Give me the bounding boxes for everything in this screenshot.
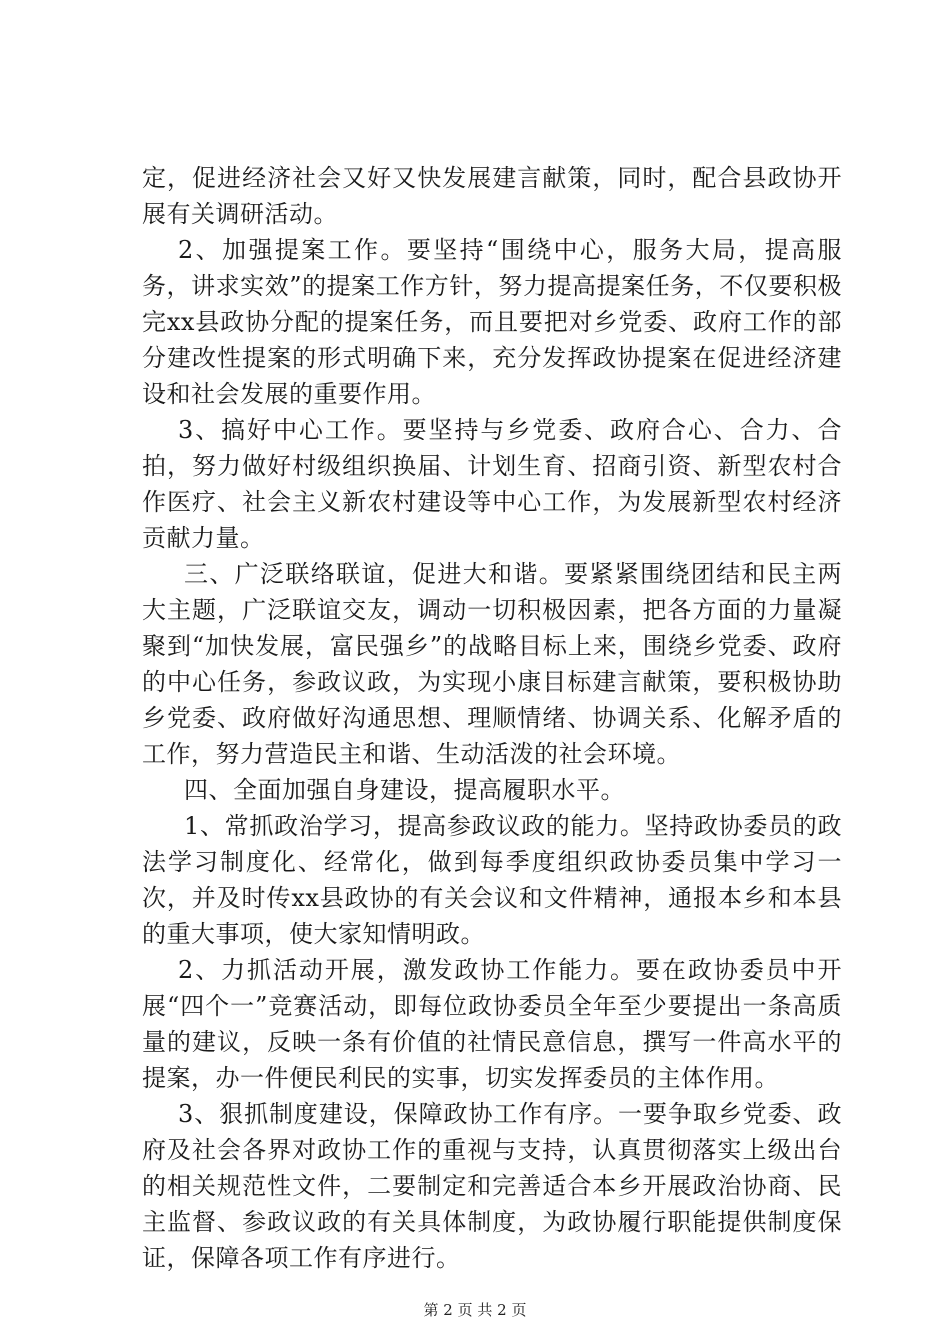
document-body: [142, 160, 842, 1276]
paragraph-institution-building: 3、狠抓制度建设，保障政协工作有序。一要争取乡党委、政府及社会各界对政协工作的重视与支持，认真贯彻落实上级出台的相关规范性文件，二要制定和完善适合本乡开展政治协商、民主监督、参政议政的有关具体制度，为政协履行职能提供制度保证，保障各项工作有序进行。: [142, 1100, 842, 1272]
page-number-footer: 第 2 页 共 2 页: [423, 1301, 527, 1319]
paragraph-political-study: 1、常抓政治学习，提高参政议政的能力。坚持政协委员的政法学习制度化、经常化，做到每季度组织政协委员集中学习一次，并及时传xx县政协的有关会议和文件精神，通报本乡和本县的重大事项，使大家知情明政。: [142, 812, 842, 948]
paragraph-proposal-work: 2、加强提案工作。要坚持“围绕中心，服务大局，提高服务，讲求实效”的提案工作方针，努力提高提案任务，不仅要积极完xx县政协分配的提案任务，而且要把对乡党委、政府工作的部分建改性提案的形式明确下来，充分发挥政协提案在促进经济建设和社会发展的重要作用。: [142, 236, 842, 408]
paragraph-continuation: 定，促进经济社会又好又快发展建言献策，同时，配合县政协开展有关调研活动。: [142, 164, 842, 228]
paragraph-section-four-heading: 四、全面加强自身建设，提高履职水平。: [184, 776, 625, 804]
paragraph-section-three: 三、广泛联络联谊，促进大和谐。要紧紧围绕团结和民主两大主题，广泛联谊交友，调动一切积极因素，把各方面的力量凝聚到“加快发展，富民强乡”的战略目标上来，围绕乡党委、政府的中心任务，参政议政，为实现小康目标建言献策，要积极协助乡党委、政府做好沟通思想、理顺情绪、协调关系、化解矛盾的工作，努力营造民主和谐、生动活泼的社会环境。: [142, 560, 842, 768]
paragraph-central-work: 3、搞好中心工作。要坚持与乡党委、政府合心、合力、合拍，努力做好村级组织换届、计划生育、招商引资、新型农村合作医疗、社会主义新农村建设等中心工作，为发展新型农村经济贡献力量。: [142, 416, 842, 552]
paragraph-activities: 2、力抓活动开展，激发政协工作能力。要在政协委员中开展“四个一”竞赛活动，即每位政协委员全年至少要提出一条高质量的建议，反映一条有价值的社情民意信息，撰写一件高水平的提案，办一件便民利民的实事，切实发挥委员的主体作用。: [142, 956, 842, 1092]
